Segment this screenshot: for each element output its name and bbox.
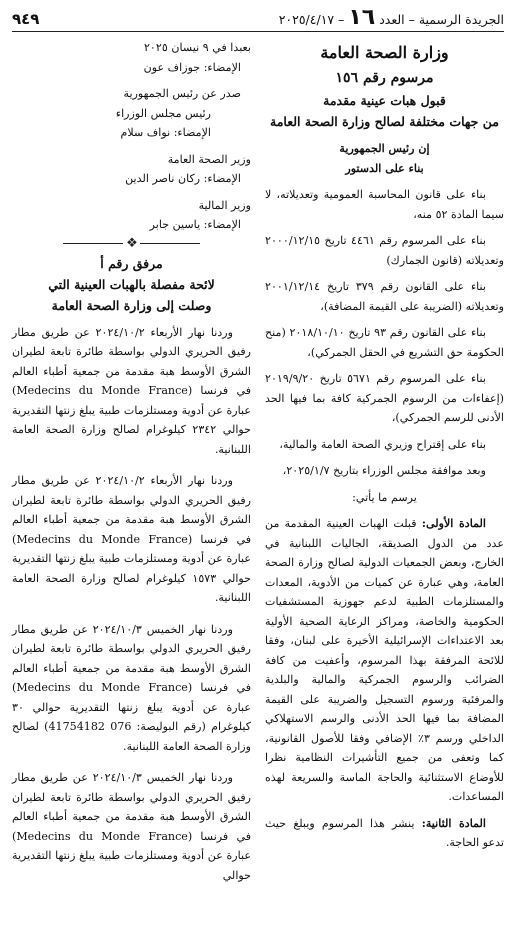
- basis-2: بناء على المرسوم رقم ٤٤٦١ تاريخ ٢٠٠٠/١٢/١٥ وتعديلاته (قانون الجمارك): [265, 234, 504, 267]
- article-2-text: ينشر هذا المرسوم ويبلغ حيث تدعو الحاجة.: [265, 816, 504, 849]
- donation-item-1: وردنا نهار الأربعاء ٢٠٢٤/١٠/٢ عن طريق مطار رفيق الحريري الدولي بواسطة طائرة تابعة لطيران الشرق الأوسط هبة مقدمة من جمعية أطباء العالم في فرنسا (Medecins du Monde France) عبارة عن أدوية ومستلزمات طبية يبلغ زنتها التقديرية حوالي ٢٣٤٢ كيلوغرام لصالح وزارة الصحة العامة اللبنانية.: [12, 325, 251, 456]
- pm-title: رئيس مجلس الوزراء: [115, 106, 211, 120]
- article-1-label: المادة الأولى:: [421, 517, 487, 530]
- donation-item-4: وردنا نهار الخميس ٢٠٢٤/١٠/٣ عن طريق مطار رفيق الحريري الدولي بواسطة طائرة تابعة لطيران الشرق الأوسط هبة مقدمة من جمعية أطباء العالم في فرنسا (Medecins du Monde France) عبارة عن أدوية ومستلزمات طبية يبلغ زنتها التقديرية حوالي: [12, 771, 251, 882]
- right-column: [265, 38, 504, 885]
- gazette-title: الجريدة الرسمية – العدد: [379, 12, 504, 27]
- annex-subtitle-1: لائحة مفصلة بالهبات العينية التي: [48, 276, 215, 292]
- signature-president: الإمضاء: جوزاف عون: [143, 60, 241, 74]
- annex-subtitle-2: وصلت إلى وزارة الصحة العامة: [51, 297, 212, 313]
- issue-date: – ٢٠٢٥/٤/١٧: [278, 12, 345, 27]
- basis-4: بناء على القانون رقم ٩٣ تاريخ ٢٠١٨/١٠/١٠ (منح الحكومة حق التشريع في الحقل الجمركي)،: [265, 326, 504, 359]
- health-minister-title: وزير الصحة العامة: [167, 152, 251, 166]
- left-column: [12, 38, 251, 885]
- ministry-heading: وزارة الصحة العامة: [320, 43, 449, 62]
- basis-1: بناء على قانون المحاسبة العمومية وتعديلاته، لا سيما المادة ٥٢ منه،: [265, 188, 504, 221]
- columns: [12, 38, 504, 885]
- date-line: بعبدا في ٩ نيسان ٢٠٢٥: [143, 41, 251, 54]
- signature-finance: الإمضاء: ياسين جابر: [149, 218, 241, 231]
- decree-title: مرسوم رقم ١٥٦: [335, 70, 434, 86]
- basis-3: بناء على القانون رقم ٣٧٩ تاريخ ٢٠٠١/١٢/١٤ وتعديلاته (الضريبة على القيمة المضافة)،: [265, 280, 504, 313]
- article-2-label: المادة الثانية:: [421, 816, 486, 830]
- constitution-basis: بناء على الدستور: [345, 161, 424, 175]
- divider-ornament: ❖: [12, 237, 251, 251]
- decree-subject-1: قبول هبات عينية مقدمة: [323, 93, 446, 108]
- header-title-block: [278, 5, 504, 30]
- issue-number: ١٦: [348, 5, 376, 30]
- basis-5: بناء على المرسوم رقم ٥٦٧١ تاريخ ٢٠١٩/٩/٢٠ (إعفاءات من الرسوم الجمركية كافة بما فيها الحد الأدنى للرسم الجمركي)،: [265, 372, 504, 424]
- signature-pm: الإمضاء: نواف سلام: [120, 126, 211, 139]
- page-header: [12, 6, 504, 32]
- annex-title: مرفق رقم أ: [100, 255, 163, 271]
- basis-6: بناء على إقتراح وزيري الصحة العامة والمالية،: [279, 437, 486, 451]
- donation-item-3: وردنا نهار الخميس ٢٠٢٤/١٠/٣ عن طريق مطار رفيق الحريري الدولي بواسطة طائرة تابعة لطيران الشرق الأوسط هبة مقدمة من جمعية أطباء العالم في فرنسا (Medecins du Monde France) عبارة عن أدوية يبلغ زنتها التقديرية حوالي ٣٠ كيلوغرام (رقم البوليصة: 076 41754182) لصالح وزارة الصحة العامة اللبنانية.: [12, 622, 251, 753]
- article-1-text: قبلت الهبات العينية المقدمة من عدد من الدول الصديقة، الجاليات اللبنانية في الخارج، وبعض الجمعيات الدولية لصالح وزارة الصحة العامة، وهي عبارة عن كميات من الأدوية، المعدات والمستلزمات الطبية لدعم جهوزية المستشفيات الحكومية والخاصة، ومراكز الرعاية الصحية الأولية بعد الاعتداءات الإسرائيلية الأخيرة على لبنان، وفقا للائحة المرفقة بهذا المرسوم، وأعفيت من كافة الضرائب والرسوم الجمركية والمالية والبلدية والمرفئية ورسوم التسجيل والضريبة على القيمة المضافة بما فيها الحد الأدنى والرسم الاستهلاكي الداخلي ورسم ٣٪ الإضافي وفقا للأصول القانونية، كما وتعفى من جميع التأشيرات النظامية نظرا للأوضاع الاستثنائية والحاجة الماسة والسريعة لهذه المساعدات.: [265, 517, 504, 803]
- issued-by: صدر عن رئيس الجمهورية: [123, 87, 241, 100]
- signature-health: الإمضاء: ركان ناصر الدين: [125, 172, 241, 185]
- basis-7: وبعد موافقة مجلس الوزراء بتاريخ ٢٠٢٥/١/٧،: [282, 464, 486, 477]
- donation-item-2: وردنا نهار الأربعاء ٢٠٢٤/١٠/٢ عن طريق مطار رفيق الحريري الدولي بواسطة طائرة تابعة لطيران الشرق الأوسط هبة مقدمة من جمعية أطباء العالم في فرنسا (Medecins du Monde France) عبارة عن أدوية ومستلزمات طبية يبلغ زنتها التقديرية حوالي ١٥٧٣ كيلوغرام لصالح وزارة الصحة العامة اللبنانية.: [12, 474, 251, 604]
- president-intro: إن رئيس الجمهورية: [339, 142, 430, 155]
- article-1: [265, 514, 504, 807]
- decrees-line: يرسم ما يأتي:: [352, 490, 417, 504]
- page-number: ٩٤٩: [12, 10, 40, 28]
- finance-minister-title: وزير المالية: [198, 198, 251, 212]
- decree-subject-2: من جهات مختلفة لصالح وزارة الصحة العامة: [270, 114, 499, 129]
- article-2: [265, 814, 504, 853]
